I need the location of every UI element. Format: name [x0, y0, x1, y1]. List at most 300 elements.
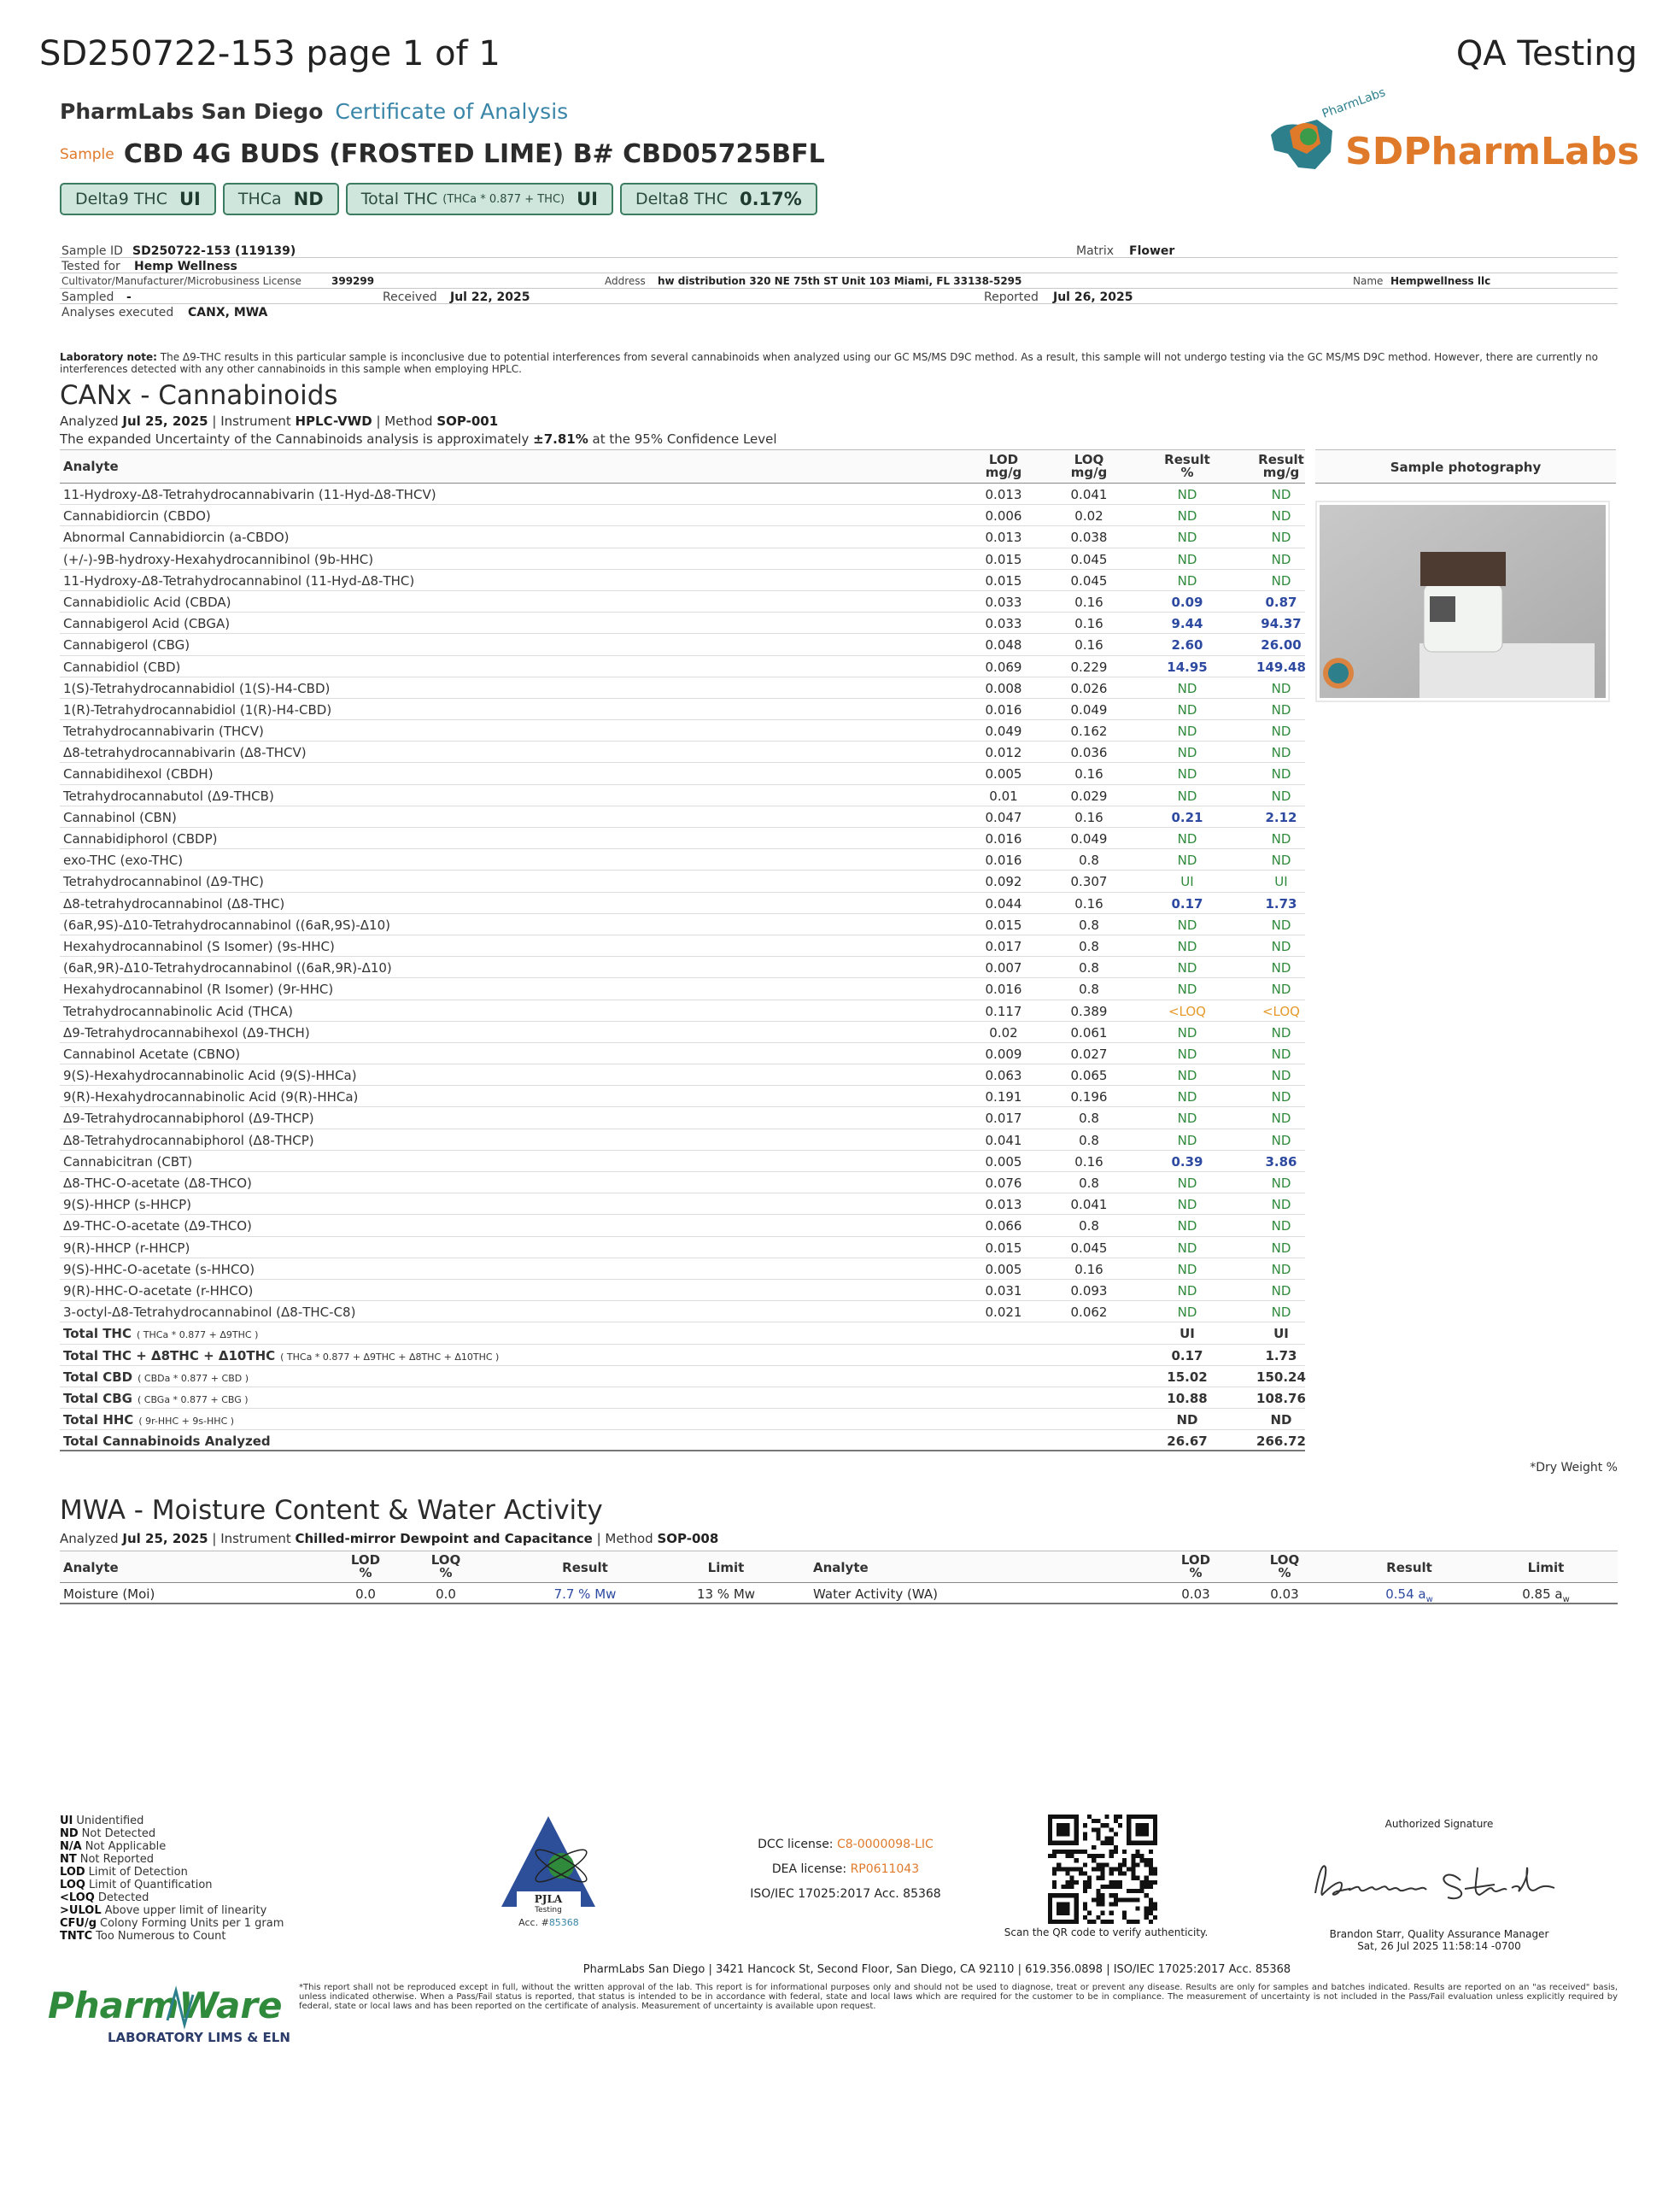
loq-value: 0.8 [1079, 1111, 1099, 1127]
col-lod-2 [1162, 1554, 1230, 1580]
result-mg: 3.86 [1265, 1153, 1297, 1170]
analyte-name: Hexahydrocannabinol (R Isomer) (9r-HHC) [63, 982, 334, 998]
result-mg: ND [1271, 831, 1291, 847]
result-mg: ND [1271, 745, 1291, 761]
result-mg: 94.37 [1261, 616, 1302, 632]
badge-value: 0.17% [739, 189, 802, 209]
loq-value: 0.307 [1070, 874, 1108, 890]
result-pct: ND [1177, 982, 1197, 998]
doc-type: Certificate of Analysis [335, 99, 569, 124]
legend-item [60, 1827, 284, 1840]
result-pct: 2.60 [1171, 637, 1203, 654]
legend-abbr: >ULOL [60, 1904, 102, 1917]
table-row [60, 1215, 1305, 1236]
analyte-name: Δ8-Tetrahydrocannabiphorol (Δ8-THCP) [63, 1132, 314, 1148]
total-pct: 26.67 [1167, 1434, 1208, 1450]
moi-result: 7.7 % Mw [553, 1586, 617, 1602]
result-mg: ND [1271, 724, 1291, 740]
wa-limit-sub: w [1562, 1595, 1570, 1604]
svg-text:PharmLabs: PharmLabs [1320, 85, 1388, 121]
page-header [39, 34, 1637, 79]
analyte-name: 1(S)-Tetrahydrocannabidiol (1(S)-H4-CBD) [63, 680, 331, 696]
logo-text: SDPharmLabs [1345, 130, 1640, 173]
abbreviation-legend [60, 1815, 284, 1943]
total-name [63, 1348, 499, 1363]
legend-abbr: NT [60, 1853, 77, 1866]
loq-value: 0.027 [1070, 1046, 1108, 1062]
loq-value: 0.8 [1079, 1218, 1099, 1234]
total-mg: 266.72 [1256, 1434, 1306, 1450]
table-row [60, 1064, 1305, 1086]
address: hw distribution 320 NE 75th ST Unit 103 Miami, FL 33138-5295 [658, 275, 1022, 287]
table-row [60, 1172, 1305, 1193]
result-mg: UI [1274, 874, 1288, 890]
cannabinoids-table [60, 449, 1305, 1451]
loq-value: 0.8 [1079, 1176, 1099, 1191]
table-row [60, 699, 1305, 720]
loq-value: 0.062 [1070, 1305, 1108, 1321]
table-row [60, 634, 1305, 655]
total-mg: UI [1273, 1326, 1289, 1342]
footer-address: PharmLabs San Diego | 3421 Hancock St, Second Floor, San Diego, CA 92110 | 619.356.0898 | ISO/IEC 17025:2017 Acc. 85368 [582, 1963, 1291, 1976]
col-limit: Limit [707, 1560, 745, 1575]
pjla-acc-num: 85368 [548, 1917, 579, 1928]
col-lod-label: LOD [1180, 1552, 1211, 1568]
sample-line [60, 139, 825, 169]
result-pct: ND [1177, 1197, 1197, 1213]
legend-abbr: ND [60, 1827, 79, 1840]
analyte-name: Δ8-tetrahydrocannabinol (Δ8-THC) [63, 895, 285, 912]
moi-name: Moisture (Moi) [63, 1586, 155, 1602]
col-loq-label: LOQ [1074, 452, 1104, 467]
col-result-pct [1153, 454, 1221, 479]
result-mg: ND [1271, 766, 1291, 783]
col-lod [331, 1554, 400, 1580]
sdpharmlabs-logo [1264, 85, 1640, 186]
result-pct: ND [1177, 1240, 1197, 1256]
result-pct: ND [1177, 1261, 1197, 1277]
total-row [60, 1366, 1305, 1387]
result-pct: ND [1177, 487, 1197, 502]
lod-value: 0.033 [985, 616, 1022, 632]
analyte-name: Cannabidiolic Acid (CBDA) [63, 594, 231, 610]
method: SOP-001 [436, 413, 499, 429]
lod-value: 0.006 [985, 508, 1022, 525]
table-row [60, 1022, 1305, 1043]
total-name [63, 1326, 258, 1341]
loq-value: 0.029 [1070, 788, 1108, 804]
col-result-pct-unit: % [1180, 465, 1194, 480]
lod-value: 0.017 [985, 1111, 1022, 1127]
loq-value: 0.16 [1074, 766, 1103, 783]
tested-for: Hemp Wellness [134, 260, 237, 273]
legend-abbr: TNTC [60, 1930, 93, 1943]
badge-total-thc [346, 183, 613, 215]
badge-label: Delta8 THC [635, 190, 728, 208]
instrument: HPLC-VWD [295, 413, 372, 429]
col-loq-label: LOQ [430, 1552, 461, 1568]
result-mg: ND [1271, 917, 1291, 933]
analyte-name: 9(S)-HHCP (s-HHCP) [63, 1197, 192, 1213]
signer-name: Brandon Starr, Quality Assurance Manager [1329, 1928, 1549, 1940]
legend-item [60, 1815, 284, 1827]
analyte-name: exo-THC (exo-THC) [63, 853, 184, 869]
loq-value: 0.16 [1074, 637, 1103, 654]
analyzed-label: Analyzed [60, 413, 119, 429]
pjla-sub: Testing [535, 1906, 562, 1914]
analyte-name: Δ9-Tetrahydrocannabiphorol (Δ9-THCP) [63, 1111, 314, 1127]
table-row [60, 591, 1305, 613]
table-row [60, 849, 1305, 871]
result-pct: ND [1177, 1068, 1197, 1084]
result-mg: ND [1271, 487, 1291, 502]
table-row [60, 1000, 1305, 1022]
badge-thca [223, 183, 339, 215]
result-pct: ND [1177, 508, 1197, 525]
received: Jul 22, 2025 [450, 290, 530, 304]
result-pct: <LOQ [1168, 1003, 1206, 1019]
table-row [60, 742, 1305, 763]
col-result: Result [562, 1560, 608, 1575]
loq-value: 0.8 [1079, 938, 1099, 954]
total-mg: 150.24 [1256, 1369, 1306, 1385]
analyte-name: 9(S)-Hexahydrocannabinolic Acid (9(S)-HHCa) [63, 1068, 357, 1084]
result-mg: ND [1271, 1282, 1291, 1299]
analyte-name: Cannabidiol (CBD) [63, 659, 181, 675]
pjla-acc-label: Acc. # [518, 1917, 549, 1928]
table-row [60, 957, 1305, 978]
table-row [60, 978, 1305, 1000]
result-mg: ND [1271, 1176, 1291, 1191]
analyte-name: Δ9-THC-O-acetate (Δ9-THCO) [63, 1218, 252, 1234]
lod-value: 0.013 [985, 1197, 1022, 1213]
result-pct: 0.09 [1171, 594, 1203, 610]
lod-value: 0.191 [985, 1089, 1022, 1105]
lod-value: 0.01 [989, 788, 1018, 804]
legend-desc: Limit of Detection [88, 1866, 188, 1879]
loq-value: 0.16 [1074, 594, 1103, 610]
analyses: CANX, MWA [188, 306, 268, 320]
total-formula: ( 9r-HHC + 9s-HHC ) [138, 1416, 235, 1428]
lab-line [60, 99, 568, 124]
analyte-name: 11-Hydroxy-Δ8-Tetrahydrocannabinol (11-Hyd-Δ8-THC) [63, 572, 415, 589]
lod-value: 0.013 [985, 530, 1022, 546]
uncertainty-pre: The expanded Uncertainty of the Cannabinoids analysis is approximately [60, 431, 530, 447]
table-row [60, 1258, 1305, 1280]
legend-desc: Detected [97, 1891, 149, 1904]
lod-value: 0.031 [985, 1282, 1022, 1299]
loq-value: 0.16 [1074, 1153, 1103, 1170]
table-row [60, 484, 1305, 505]
total-pct: 15.02 [1167, 1369, 1208, 1385]
result-mg: ND [1271, 1218, 1291, 1234]
matrix: Flower [1129, 244, 1175, 258]
result-mg: ND [1271, 551, 1291, 567]
analyte-name: Hexahydrocannabinol (S Isomer) (9s-HHC) [63, 938, 335, 954]
result-pct: ND [1177, 853, 1197, 869]
result-pct: ND [1177, 1046, 1197, 1062]
table-row [60, 763, 1305, 784]
total-formula: ( CBDa * 0.877 + CBD ) [138, 1372, 249, 1384]
total-pct: 0.17 [1171, 1347, 1203, 1363]
wa-loq: 0.03 [1270, 1586, 1299, 1602]
legend-desc: Unidentified [76, 1815, 144, 1827]
col-analyte-2: Analyte [813, 1560, 869, 1575]
loq-value: 0.026 [1070, 680, 1108, 696]
col-lod-label: LOD [988, 452, 1019, 467]
loq-value: 0.093 [1070, 1282, 1108, 1299]
analyte-name: Abnormal Cannabidiorcin (a-CBDO) [63, 530, 290, 546]
analyzed-label: Analyzed [60, 1531, 119, 1546]
iso-line: ISO/IEC 17025:2017 Acc. 85368 [750, 1887, 941, 1901]
lod-value: 0.063 [985, 1068, 1022, 1084]
result-mg: 1.73 [1265, 895, 1297, 912]
col-limit-2: Limit [1527, 1560, 1565, 1575]
result-mg: ND [1271, 1089, 1291, 1105]
loq-value: 0.049 [1070, 831, 1108, 847]
result-pct: ND [1177, 1024, 1197, 1041]
analyte-name: Δ9-Tetrahydrocannabihexol (Δ9-THCH) [63, 1024, 310, 1041]
cannabinoids-meta: Analyzed Jul 25, 2025 | Instrument HPLC-VWD | Method SOP-001 [60, 413, 499, 429]
loq-value: 0.045 [1070, 1240, 1108, 1256]
wa-limit-value: 0.85 a [1522, 1586, 1563, 1602]
report-id: SD250722-153 page 1 of 1 [39, 34, 500, 73]
table-row [60, 1280, 1305, 1301]
lod-value: 0.016 [985, 831, 1022, 847]
table-row [60, 613, 1305, 634]
license: 399299 [331, 275, 375, 287]
total-name [63, 1391, 249, 1406]
total-row [60, 1430, 1305, 1451]
analyte-name: Cannabigerol (CBG) [63, 637, 190, 654]
result-mg: ND [1271, 1111, 1291, 1127]
pharmware-text: PharmWare [48, 1985, 283, 2026]
analyte-name: (6aR,9S)-Δ10-Tetrahydrocannabinol ((6aR,9S)-Δ10) [63, 917, 390, 933]
result-mg: ND [1271, 1305, 1291, 1321]
result-mg: ND [1271, 1046, 1291, 1062]
loq-value: 0.036 [1070, 745, 1108, 761]
result-mg: 2.12 [1265, 809, 1297, 825]
legend-desc: Above upper limit of linearity [104, 1904, 267, 1917]
result-mg: ND [1271, 960, 1291, 976]
moi-loq: 0.0 [436, 1586, 456, 1602]
info-row [60, 289, 1618, 304]
legend-desc: Too Numerous to Count [96, 1930, 226, 1943]
result-pct: ND [1177, 1176, 1197, 1191]
analyzed-date: Jul 25, 2025 [122, 413, 208, 429]
loq-value: 0.16 [1074, 1261, 1103, 1277]
lod-value: 0.076 [985, 1176, 1022, 1191]
table-row [60, 1193, 1305, 1215]
table-row [60, 656, 1305, 677]
authorized-signature-label: Authorized Signature [1384, 1818, 1494, 1830]
analyte-name: (6aR,9R)-Δ10-Tetrahydrocannabinol ((6aR,9R)-Δ10) [63, 960, 392, 976]
loq-value: 0.02 [1074, 508, 1103, 525]
analyte-name: Tetrahydrocannabivarin (THCV) [63, 724, 264, 740]
result-mg: <LOQ [1261, 1003, 1300, 1019]
lab-note [60, 351, 1618, 375]
moisture-meta: Analyzed Jul 25, 2025 | Instrument Chilled-mirror Dewpoint and Capacitance | Method SOP-008 [60, 1531, 719, 1546]
legend-item [60, 1879, 284, 1891]
loq-value: 0.8 [1079, 982, 1099, 998]
instrument-label: Instrument [220, 1531, 291, 1546]
badge-sub: (THCa * 0.877 + THC) [442, 192, 565, 206]
result-pct: ND [1177, 530, 1197, 546]
moisture-table [60, 1551, 1618, 1604]
result-mg: ND [1271, 680, 1291, 696]
lod-value: 0.049 [985, 724, 1022, 740]
badge-value: ND [293, 189, 324, 209]
lod-value: 0.015 [985, 551, 1022, 567]
footer-disclaimer: *This report shall not be reproduced except in full, without the written approval of the lab. This report is for informational purposes only and should not be used to diagnose, treat or prevent any disease. Results are only for samples and batches indicated. Results are reported on an "as received" basis, unless indicated otherwise. When a Pass/Fail status is reported, that status is intended to be in accordance with federal, state and local laws which are required for the customer to be in compliance. The measurement of uncertainty is not included in the Pass/Fail evaluation unless explicitly required by federal, state or local laws and has been reported on the certificate of analysis. Measurement of uncertainty is available upon request. [299, 1983, 1618, 2011]
info-row [60, 304, 1618, 320]
total-name [63, 1412, 234, 1428]
legend-item [60, 1840, 284, 1853]
total-formula: ( THCa * 0.877 + Δ9THC ) [137, 1329, 259, 1341]
result-pct: 0.39 [1171, 1153, 1203, 1170]
dcc-license: C8-0000098-LIC [836, 1838, 934, 1851]
table-row [60, 1086, 1305, 1107]
lod-value: 0.015 [985, 917, 1022, 933]
table-row [60, 570, 1305, 591]
col-analyte: Analyte [63, 459, 119, 474]
result-pct: ND [1177, 1132, 1197, 1148]
result-pct: ND [1177, 938, 1197, 954]
loq-value: 0.061 [1070, 1024, 1108, 1041]
result-pct: 0.21 [1171, 809, 1203, 825]
analyte-name: Cannabidihexol (CBDH) [63, 766, 214, 783]
table-row [60, 1107, 1305, 1129]
wa-result-value: 0.54 a [1385, 1586, 1426, 1602]
uncertainty-line [60, 431, 777, 447]
analyte-name: Tetrahydrocannabinolic Acid (THCA) [63, 1003, 293, 1019]
loq-value: 0.8 [1079, 1132, 1099, 1148]
result-pct: ND [1177, 1305, 1197, 1321]
legend-desc: Colony Forming Units per 1 gram [100, 1917, 284, 1930]
legend-item [60, 1866, 284, 1879]
loq-value: 0.8 [1079, 917, 1099, 933]
dea-label: DEA license: [771, 1862, 847, 1876]
table-row [60, 914, 1305, 935]
loq-value: 0.16 [1074, 616, 1103, 632]
legend-desc: Limit of Quantification [88, 1879, 213, 1891]
analyte-name: 9(R)-HHCP (r-HHCP) [63, 1240, 190, 1256]
col-lod-unit: % [1189, 1565, 1203, 1580]
loq-value: 0.8 [1079, 960, 1099, 976]
result-pct: ND [1177, 1111, 1197, 1127]
analyte-name: Cannabicitran (CBT) [63, 1153, 193, 1170]
result-mg: 149.48 [1256, 659, 1306, 675]
table-row [60, 1237, 1305, 1258]
result-mg: ND [1271, 982, 1291, 998]
lod-value: 0.005 [985, 766, 1022, 783]
table-row [60, 1129, 1305, 1151]
lod-value: 0.013 [985, 487, 1022, 502]
result-mg: 26.00 [1261, 637, 1302, 654]
table-row [60, 871, 1305, 892]
analyte-name: Cannabinol (CBN) [63, 809, 177, 825]
lab-note-text: The Δ9-THC results in this particular sample is inconclusive due to potential interferences from several cannabinoids when analyzed using our GC MS/MS D9C method. As a result, this sample will not undergo testing via the GC MS/MS D9C method. However, there are currently no interferences detected with any other cannabinoids in this sample when employing HPLC. [60, 351, 1598, 375]
wa-name: Water Activity (WA) [813, 1586, 938, 1602]
legend-abbr: N/A [60, 1840, 82, 1853]
total-mg: ND [1270, 1412, 1292, 1428]
dry-weight-note: *Dry Weight % [1530, 1461, 1618, 1475]
total-row [60, 1322, 1305, 1344]
table-row [60, 935, 1305, 957]
moisture-title: MWA - Moisture Content & Water Activity [60, 1495, 603, 1526]
lod-value: 0.02 [989, 1024, 1018, 1041]
lod-value: 0.092 [985, 874, 1022, 890]
pjla-acc [500, 1917, 598, 1928]
instrument-label: Instrument [220, 413, 291, 429]
pjla-badge [500, 1813, 598, 1932]
table-row [60, 677, 1305, 699]
uncertainty-value: ±7.81% [533, 431, 588, 447]
result-mg: ND [1271, 1068, 1291, 1084]
result-pct: ND [1177, 960, 1197, 976]
total-row [60, 1387, 1305, 1409]
total-name [63, 1369, 249, 1385]
qr-code[interactable] [1048, 1815, 1157, 1924]
analyte-name: Cannabidiphorol (CBDP) [63, 831, 218, 847]
dcc-line [726, 1832, 965, 1857]
table-row [60, 505, 1305, 526]
wa-result [1367, 1586, 1452, 1604]
lod-value: 0.069 [985, 659, 1022, 675]
analyte-name: Cannabidiorcin (CBDO) [63, 508, 211, 525]
total-label: Total THC + Δ8THC + Δ10THC [63, 1347, 276, 1363]
loq-value: 0.065 [1070, 1068, 1108, 1084]
lod-value: 0.012 [985, 745, 1022, 761]
loq-value: 0.049 [1070, 701, 1108, 718]
sample-label: Sample [60, 145, 114, 163]
loq-value: 0.041 [1070, 487, 1108, 502]
info-row [60, 243, 1618, 258]
sample-name: CBD 4G BUDS (FROSTED LIME) B# CBD05725BFL [123, 139, 825, 169]
analyte-name: Tetrahydrocannabinol (Δ9-THC) [63, 874, 264, 890]
result-pct: ND [1177, 701, 1197, 718]
lab-name: PharmLabs San Diego [60, 99, 324, 124]
loq-value: 0.045 [1070, 572, 1108, 589]
qa-label: QA Testing [1455, 34, 1637, 73]
lod-value: 0.016 [985, 853, 1022, 869]
col-result-mg-label: Result [1258, 452, 1304, 467]
result-mg: 0.87 [1265, 594, 1297, 610]
result-pct: ND [1177, 680, 1197, 696]
lod-value: 0.005 [985, 1261, 1022, 1277]
col-result-mg [1247, 454, 1315, 479]
lab-note-label: Laboratory note: [60, 351, 157, 363]
photo-header: Sample photography [1315, 449, 1616, 484]
pharmware-logo [48, 1973, 290, 2050]
tested-for-label: Tested for [61, 260, 120, 273]
result-badges [60, 183, 817, 215]
result-mg: ND [1271, 530, 1291, 546]
result-mg: ND [1271, 1197, 1291, 1213]
total-row [60, 1345, 1305, 1366]
col-result-pct-label: Result [1164, 452, 1210, 467]
lod-value: 0.008 [985, 680, 1022, 696]
result-pct: ND [1177, 831, 1197, 847]
wa-result-sub: w [1425, 1595, 1433, 1604]
instrument: Chilled-mirror Dewpoint and Capacitance [295, 1531, 593, 1546]
table-row [60, 526, 1305, 548]
method-label: Method [384, 413, 433, 429]
table-row [60, 1301, 1305, 1322]
moi-limit: 13 % Mw [696, 1586, 756, 1602]
analyzed-date: Jul 25, 2025 [122, 1531, 208, 1546]
signer-info [1298, 1928, 1580, 1952]
